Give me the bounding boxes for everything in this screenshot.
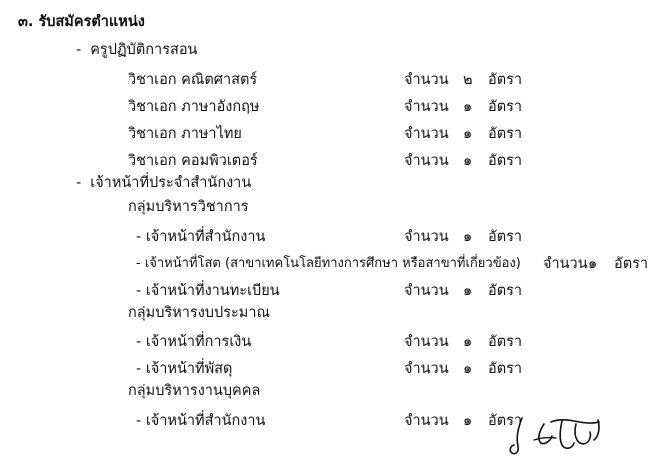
- position-label: วิชาเอก ภาษาไทย: [128, 125, 242, 142]
- list-item: [16, 68, 650, 88]
- list-item: [16, 149, 650, 169]
- count-value: ๑: [463, 152, 473, 169]
- count-label: จำนวน: [404, 228, 449, 245]
- count-unit: อัตรา: [488, 152, 523, 169]
- count-label: จำนวน: [543, 255, 588, 272]
- section-title-label: ครูปฏิบัติการสอน: [90, 42, 198, 58]
- position-label: - เจ้าหน้าที่พัสดุ: [136, 361, 233, 377]
- list-item: [16, 225, 650, 245]
- position-label: วิชาเอก คอมพิวเตอร์: [128, 152, 258, 169]
- count-unit: อัตรา: [488, 71, 523, 88]
- count-label: จำนวน: [404, 361, 449, 377]
- count-label: จำนวน: [404, 98, 449, 115]
- list-item: [16, 357, 650, 377]
- count-value: ๑: [463, 334, 473, 350]
- position-label: วิชาเอก คณิตศาสตร์: [128, 71, 258, 88]
- signature-mark: [504, 412, 614, 464]
- group-title-budget: [16, 306, 650, 321]
- count-label: จำนวน: [404, 412, 449, 429]
- group-title-label: กลุ่มบริหารงบประมาณ: [128, 304, 270, 321]
- count-label: จำนวน: [404, 152, 449, 169]
- count-value: ๑: [588, 255, 598, 272]
- section-bullet: -: [76, 174, 82, 191]
- count-unit: อัตรา: [488, 412, 523, 429]
- list-item: [16, 95, 650, 115]
- count-value: ๑: [463, 282, 473, 299]
- group-title-academic: [16, 200, 650, 215]
- count-unit: อัตรา: [488, 98, 523, 115]
- list-item: [16, 122, 650, 142]
- count-value: ๒: [463, 71, 473, 88]
- list-item: [16, 330, 650, 350]
- list-item: [16, 279, 650, 299]
- section-title-office-staff: [16, 176, 650, 191]
- position-label: - เจ้าหน้าที่สำนักงาน: [136, 412, 266, 429]
- section-bullet: -: [76, 42, 82, 58]
- count-label: จำนวน: [404, 334, 449, 350]
- group-title-personnel: [16, 384, 650, 399]
- position-label: - เจ้าหน้าที่งานทะเบียน: [136, 282, 280, 299]
- section-title-label: เจ้าหน้าที่ประจำสำนักงาน: [90, 174, 252, 191]
- page-heading: ๓. รับสมัครตำแหน่ง: [18, 14, 145, 30]
- count-unit: อัตรา: [488, 282, 523, 299]
- position-label: - เจ้าหน้าที่โสต (สาขาเทคโนโลยีทางการศึกษา หรือสาขาที่เกี่ยวข้อง): [136, 255, 521, 271]
- count-value: ๑: [463, 228, 473, 245]
- position-label: - เจ้าหน้าที่การเงิน: [136, 334, 252, 350]
- count-unit: อัตรา: [488, 125, 523, 142]
- signature-icon: [504, 412, 614, 464]
- count-value: ๑: [463, 98, 473, 115]
- count-value: ๑: [463, 412, 473, 429]
- count-label: จำนวน: [404, 71, 449, 88]
- section-title-teaching: [16, 43, 650, 58]
- position-label: - เจ้าหน้าที่สำนักงาน: [136, 228, 266, 245]
- group-title-label: กลุ่มบริหารงานบุคคล: [128, 383, 261, 399]
- count-value: ๑: [463, 125, 473, 142]
- position-label: วิชาเอก ภาษาอังกฤษ: [128, 98, 260, 115]
- count-label: จำนวน: [404, 125, 449, 142]
- count-unit: อัตรา: [488, 228, 523, 245]
- count-label: จำนวน: [404, 282, 449, 299]
- group-title-label: กลุ่มบริหารวิชาการ: [128, 199, 249, 215]
- count-value: ๑: [463, 361, 473, 377]
- count-unit: อัตรา: [488, 334, 523, 350]
- count-unit: อัตรา: [614, 255, 649, 272]
- count-unit: อัตรา: [488, 361, 523, 377]
- list-item: [16, 252, 650, 272]
